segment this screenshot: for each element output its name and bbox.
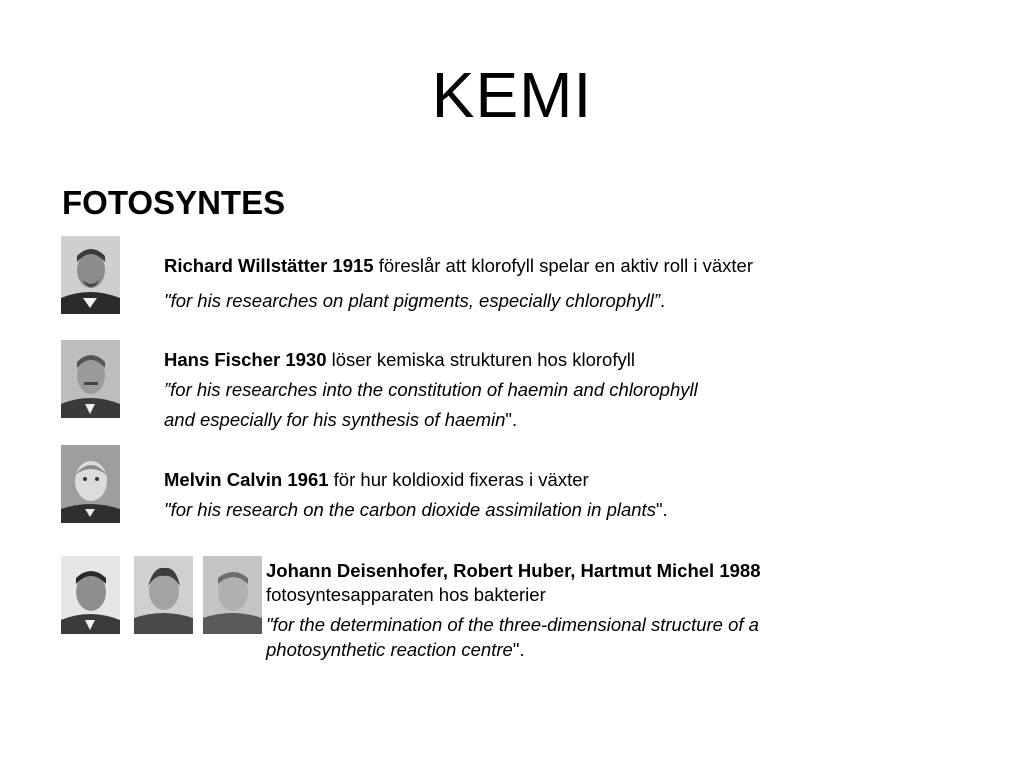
entry-calvin-quote [164,499,668,521]
entry-fischer-heading [164,349,635,371]
portrait-icon [61,445,120,523]
entry-1988-description [266,584,546,606]
nobel-citation: photosynthetic reaction centre [266,639,513,660]
portrait-icon [61,556,120,634]
portrait-deisenhofer [61,556,120,634]
portrait-icon [61,236,120,314]
entry-willstatter-heading [164,255,753,277]
citation-end: . [660,290,666,311]
citation-end: ". [655,499,668,520]
portrait-huber [134,556,193,634]
entry-fischer-quote-line-1 [164,379,698,401]
nobel-citation: "for his research on the carbon dioxide assimilation in plants [164,499,656,520]
laureate-name: Johann Deisenhofer, Robert Huber, Hartmut Michel 1988 [266,560,761,581]
portrait-fischer [61,340,120,418]
entry-fischer-quote-line-2 [164,409,517,431]
laureate-description: fotosyntesapparaten hos bakterier [266,584,546,605]
laureate-name: Hans Fischer 1930 [164,349,327,370]
entry-willstatter-quote [164,290,665,312]
entry-1988-quote-line-1 [266,614,759,636]
citation-end: ". [512,639,525,660]
slide-subtitle: FOTOSYNTES [62,184,286,221]
nobel-citation: "for the determination of the three-dimensional structure of a [266,614,759,635]
portrait-calvin [61,445,120,523]
slide-title: KEMI [431,59,593,131]
entry-calvin-heading [164,469,589,491]
laureate-description: föreslår att klorofyll spelar en aktiv roll i växter [373,255,753,276]
laureate-description: för hur koldioxid fixeras i växter [328,469,589,490]
portrait-icon [61,340,120,418]
portrait-michel [203,556,262,634]
laureate-name: Richard Willstätter 1915 [164,255,374,276]
entry-1988-heading [266,560,760,582]
laureate-name: Melvin Calvin 1961 [164,469,329,490]
portrait-icon [134,556,193,634]
nobel-citation: ”for his researches into the constitution of haemin and chlorophyll [164,379,698,400]
citation-end: ". [505,409,518,430]
nobel-citation: and especially for his synthesis of haemin [164,409,506,430]
portrait-icon [203,556,262,634]
portrait-willstatter [61,236,120,314]
laureate-description: löser kemiska strukturen hos klorofyll [326,349,635,370]
nobel-citation: "for his researches on plant pigments, especially chlorophyll” [164,290,661,311]
entry-1988-quote-line-2 [266,639,525,661]
